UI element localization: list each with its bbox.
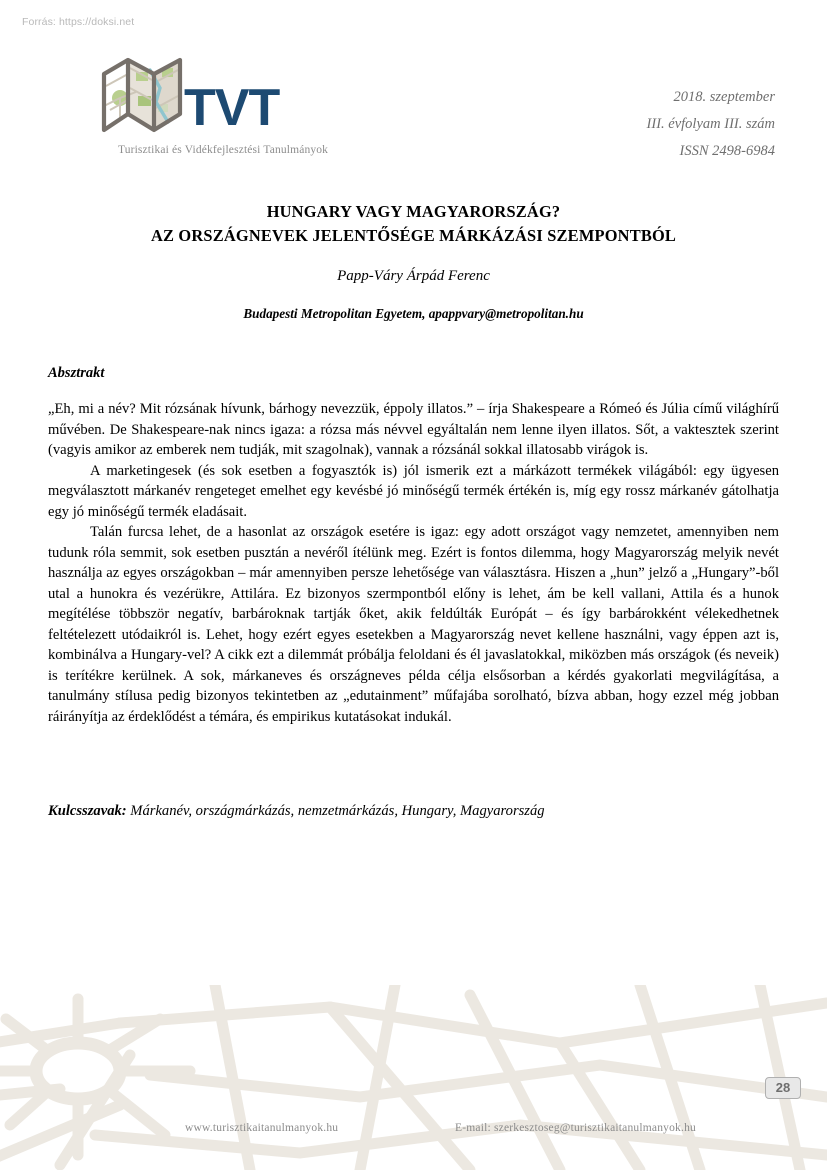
issue-date: 2018. szeptember <box>673 89 775 105</box>
masthead <box>0 52 827 174</box>
abstract-paragraph: Talán furcsa lehet, de a hasonlat az országok esetére is igaz: egy adott országot vagy nemzetet, amennyiben nem tudunk róla semmit, sok esetben pusztán a nevéről ítélünk meg. Ezért is fontos dilemma, hogy Magyarország melyik nevét használja az egyes országokban – már amennyiben persze lehetősége van választásra. Hiszen a „hun” jelző a „Hungary”-ből utal a hunokra és vezérükre, Attilára. Ez bizonyos szermpontból előny is lehet, ám be kell vallani, Attila és a hunok megítélése többször negatív, barbároknak tartják őket, akik feldúlták Európát – és így barbárokként vélekedhetnek feltételezett utódaikról is. Lehet, hogy ezért egyes esetekben a Magyarország nevet kellene használni, vagy éppen azt is, kombinálva a Hungary-vel? A cikk ezt a dilemmát próbálja feloldani és él javaslatokkal, miközben más országok (és neveik) is terítékre kerülnek. A sok, márkaneves és országneves példa célja elsősorban a kérdés gyakorlati megvilágítása, a tanulmány stílusa pedig bizonyos tekintetben az „edutainment” műfajába sorolható, bízva abban, hogy ezzel még jobban ráirányítja az érdeklődést a témára, és empirikus kutatásokat indukál. <box>48 524 779 725</box>
page-footer <box>0 1122 827 1144</box>
logo-tagline: Turisztikai és Vidékfejlesztési Tanulmányok <box>117 144 329 156</box>
title-line-1: HUNGARY VAGY MAGYARORSZÁG? <box>266 202 561 221</box>
issue-info <box>647 84 775 165</box>
journal-logo <box>98 52 348 172</box>
page-number-badge: 28 <box>765 1077 801 1099</box>
keywords-line <box>48 803 779 820</box>
folded-map-icon <box>98 52 190 140</box>
page-title <box>48 200 779 248</box>
footer-website[interactable]: www.turisztikaitanulmanyok.hu <box>185 1122 339 1134</box>
abstract-heading: Absztrakt <box>48 365 105 381</box>
author-affiliation: Budapesti Metropolitan Egyetem, apappvary@metropolitan.hu <box>243 306 584 321</box>
source-watermark: Forrás: https://doksi.net <box>22 16 135 28</box>
keywords-values: Márkanév, országmárkázás, nemzetmárkázás, Hungary, Magyarország <box>126 803 545 819</box>
logo-wordmark: TVT <box>184 79 280 137</box>
footer-email[interactable]: E-mail: szerkesztoseg@turisztikaitanulmanyok.hu <box>455 1122 696 1134</box>
abstract-body <box>48 399 779 727</box>
issue-issn: ISSN 2498-6984 <box>679 143 775 159</box>
abstract-paragraph: A marketingesek (és sok esetben a fogyasztók is) jól ismerik ezt a márkázott termékek világából: egy ügyesen megválasztott márkanév rengeteget emelhet egy kevésbé jó minőségű termék értékén is, míg egy rossz márkanév gátolhatja egy jó minőségű termék eladásait. <box>48 462 779 520</box>
issue-volume: III. évfolyam III. szám <box>646 116 775 132</box>
abstract-paragraph: „Eh, mi a név? Mit rózsának hívunk, bárhogy nevezzük, éppoly illatos.” – írja Shakespeare a Rómeó és Júlia című világhírű művében. De Shakespeare-nak nincs igaza: a rózsa más névvel egyáltalán nem lenne ilyen illatos. Sőt, a vaktesztek szerint (vagyis amikor az emberek nem tudják, mit szagolnak), vannak a rózsánál sokkal illatosabb virágok is. <box>48 401 779 458</box>
author-name: Papp-Váry Árpád Ferenc <box>337 268 490 284</box>
keywords-label: Kulcsszavak: <box>48 803 127 819</box>
title-line-2: AZ ORSZÁGNEVEK JELENTŐSÉGE MÁRKÁZÁSI SZEMPONTBÓL <box>150 226 677 245</box>
